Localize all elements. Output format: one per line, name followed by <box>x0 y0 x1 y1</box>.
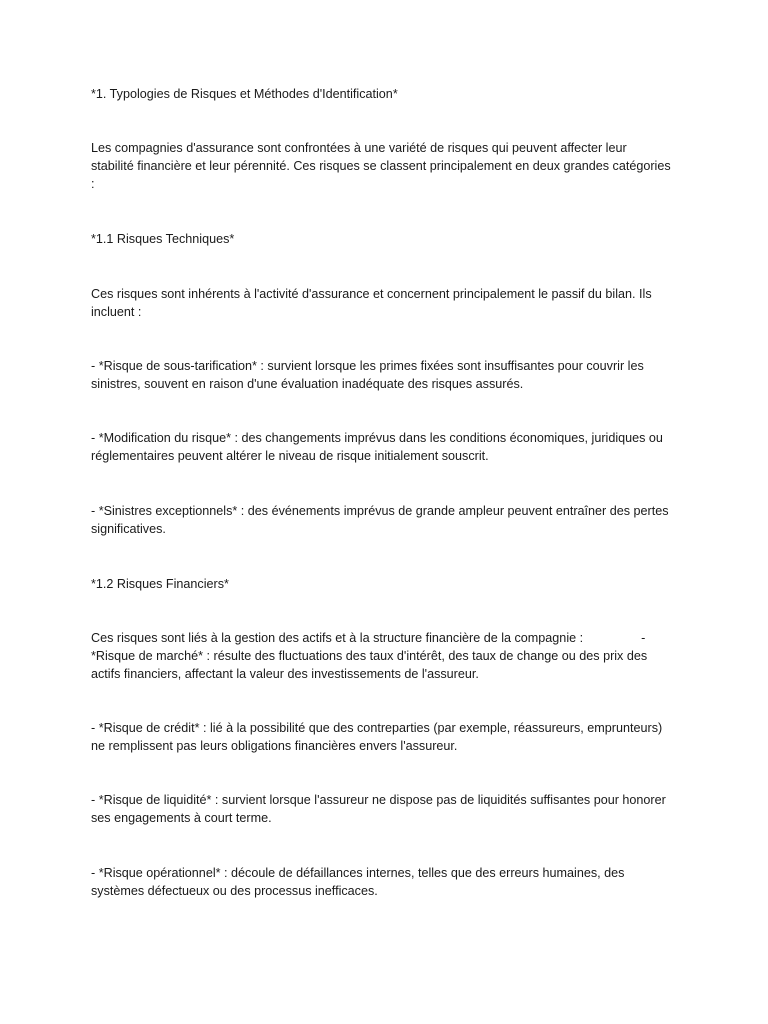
financial-risks-intro-dash: - <box>641 631 646 645</box>
technical-risk-item-modification: - *Modification du risque* : des changements imprévus dans les conditions économiques, juridiques ou réglementaires peuvent altérer le niveau de risque initialement souscrit. <box>91 431 663 463</box>
financial-risk-item-market: *Risque de marché* : résulte des fluctuations des taux d'intérêt, des taux de change ou des prix des actifs financiers, affectant la valeur des investissements de l'assureur. <box>91 649 648 681</box>
section-heading-financial-risks: *1.2 Risques Financiers* <box>91 577 229 591</box>
technical-risk-item-exceptional-claims: - *Sinistres exceptionnels* : des événements imprévus de grande ampleur peuvent entraîner des pertes significatives. <box>91 504 669 536</box>
section-heading-technical-risks: *1.1 Risques Techniques* <box>91 232 235 246</box>
financial-risk-item-liquidity: - *Risque de liquidité* : survient lorsque l'assureur ne dispose pas de liquidités suffisantes pour honorer ses engagements à court terme. <box>91 793 666 825</box>
technical-risks-intro: Ces risques sont inhérents à l'activité d'assurance et concernent principalement le passif du bilan. Ils incluent : <box>91 287 652 319</box>
intro-paragraph: Les compagnies d'assurance sont confrontées à une variété de risques qui peuvent affecter leur stabilité financière et leur pérennité. Ces risques se classent principalement en deux grandes catégories : <box>91 141 671 191</box>
section-heading-typologies: *1. Typologies de Risques et Méthodes d'Identification* <box>91 87 398 101</box>
financial-risks-intro <box>91 629 671 683</box>
financial-risks-intro-text: Ces risques sont liés à la gestion des actifs et à la structure financière de la compagnie : <box>91 631 584 645</box>
financial-risk-item-operational: - *Risque opérationnel* : découle de défaillances internes, telles que des erreurs humaines, des systèmes défectueux ou des processus inefficaces. <box>91 866 625 898</box>
financial-risk-item-credit: - *Risque de crédit* : lié à la possibilité que des contreparties (par exemple, réassureurs, emprunteurs) ne remplissent pas leurs obligations financières envers l'assureur. <box>91 721 663 753</box>
technical-risk-item-underpricing: - *Risque de sous-tarification* : survient lorsque les primes fixées sont insuffisantes pour couvrir les sinistres, souvent en raison d'une évaluation inadéquate des risques assurés. <box>91 359 644 391</box>
